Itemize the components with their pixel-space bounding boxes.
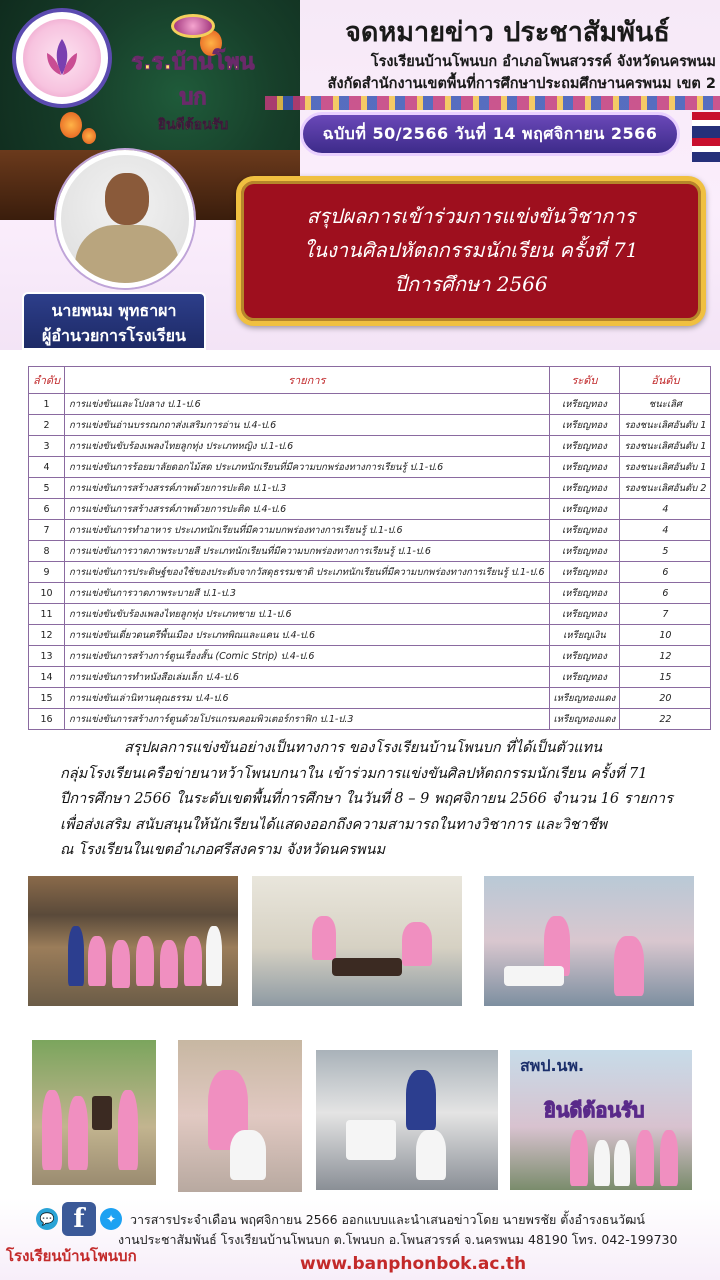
photo-teacher-student (178, 1040, 302, 1192)
cell-item: การแข่งขันเดี่ยวดนตรีพื้นเมือง ประเภทพิณและแคน ป.4-ป.6 (65, 625, 549, 646)
newsletter-title: จดหมายข่าว ประชาสัมพันธ์ (345, 17, 670, 48)
table-row (29, 667, 711, 688)
cell-no: 6 (29, 499, 65, 520)
table-row (29, 604, 711, 625)
portrait-uniform (75, 225, 179, 288)
cell-no: 14 (29, 667, 65, 688)
cell-level: เหรียญทอง (549, 604, 620, 625)
cell-rank: 6 (620, 562, 711, 583)
sign-school-name: ร.ร.บ้านโพนบก (131, 50, 255, 110)
cell-no: 7 (29, 520, 65, 541)
cell-no: 15 (29, 688, 65, 709)
photo-computer-competition (316, 1050, 498, 1190)
col-header-rank: อันดับ (620, 367, 711, 394)
cell-no: 9 (29, 562, 65, 583)
cell-rank: 5 (620, 541, 711, 562)
footer-website-link[interactable]: www.banphonbok.ac.th (300, 1254, 527, 1274)
cell-no: 4 (29, 457, 65, 478)
summary-line-4: เพื่อส่งเสริม สนับสนุนให้นักเรียนได้แสดงออกถึงความสามารถในทางวิชาการ และวิชาชีพ (60, 816, 608, 833)
portrait-face (105, 173, 149, 225)
cell-no: 5 (29, 478, 65, 499)
cell-rank: รองชนะเลิศอันดับ 1 (620, 457, 711, 478)
cell-rank: รองชนะเลิศอันดับ 2 (620, 478, 711, 499)
summary-line-2: กลุ่มโรงเรียนเครือข่ายนาหว้าโพนบกนาใน เข้าร่วมการแข่งขันศิลปหัตถกรรมนักเรียน ครั้งที่ 71 (60, 765, 648, 782)
headline-banner (236, 176, 706, 326)
lotus-icon (39, 35, 85, 81)
cell-no: 12 (29, 625, 65, 646)
chat-bubble-icon: 💬 (36, 1208, 58, 1230)
cell-item: การแข่งขันการประดิษฐ์ของใช้ของประดับจากวัสดุธรรมชาติ ประเภทนักเรียนที่มีความบกพร่องทางการเรียนรู้ ป.1-ป.6 (65, 562, 549, 583)
cell-level: เหรียญทองแดง (549, 688, 620, 709)
table-row (29, 583, 711, 604)
cell-level: เหรียญทอง (549, 520, 620, 541)
cell-rank: 15 (620, 667, 711, 688)
bird-icon: ✦ (100, 1208, 122, 1230)
lantern-icon (60, 112, 82, 138)
cell-no: 1 (29, 394, 65, 415)
cell-rank: 4 (620, 499, 711, 520)
cell-level: เหรียญทอง (549, 457, 620, 478)
cell-item: การแข่งขันการสร้างการ์ตูนเรื่องสั้น (Comic Strip) ป.4-ป.6 (65, 646, 549, 667)
cell-no: 13 (29, 646, 65, 667)
cell-level: เหรียญทอง (549, 583, 620, 604)
facebook-icon[interactable]: f (62, 1202, 96, 1236)
cell-item: การแข่งขันการทำหนังสือเล่มเล็ก ป.4-ป.6 (65, 667, 549, 688)
cell-item: การแข่งขันการสร้างสรรค์ภาพด้วยการปะติด ป.1-ป.3 (65, 478, 549, 499)
director-title: ผู้อำนวยการโรงเรียน (42, 326, 186, 345)
table-row (29, 478, 711, 499)
cell-rank: 6 (620, 583, 711, 604)
summary-line-3: ปีการศึกษา 2566 ในระดับเขตพื้นที่การศึกษา ในวันที่ 8 – 9 พฤศจิกายน 2566 จำนวน 16 รายการ (60, 791, 673, 807)
cell-level: เหรียญทอง (549, 499, 620, 520)
cell-no: 10 (29, 583, 65, 604)
cell-rank: 7 (620, 604, 711, 625)
thai-pattern-divider (265, 96, 720, 110)
photo-dance-team (28, 876, 238, 1006)
cell-item: การแข่งขันการสร้างการ์ตูนด้วยโปรแกรมคอมพิวเตอร์กราฟิก ป.1-ป.3 (65, 709, 549, 730)
cell-rank: 10 (620, 625, 711, 646)
cell-rank: 12 (620, 646, 711, 667)
cell-level: เหรียญทอง (549, 667, 620, 688)
summary-line-5: ณ โรงเรียนในเขตอำเภอศรีสงคราม จังหวัดนครพนม (60, 842, 386, 858)
welcome-sign-text: ยินดีต้อนรับ (544, 1098, 645, 1122)
cell-level: เหรียญทอง (549, 394, 620, 415)
headline-line-1: สรุปผลการเข้าร่วมการแข่งขันวิชาการ (306, 204, 636, 228)
office-sign-text: สพป.นพ. (520, 1056, 585, 1075)
footer-credit-line: วารสารประจำเดือน พฤศจิกายน 2566 ออกแบบและนำเสนอข่าวโดย นายพรชัย ตั้งอำรงธนวัฒน์ (130, 1212, 645, 1227)
issue-badge: ฉบับที่ 50/2566 วันที่ 14 พฤศจิกายน 2566 (300, 112, 680, 156)
cell-item: การแข่งขันอ่านบรรณกถาส่งเสริมการอ่าน ป.4-ป.6 (65, 415, 549, 436)
cell-level: เหรียญทองแดง (549, 709, 620, 730)
cell-rank: 20 (620, 688, 711, 709)
cell-level: เหรียญทอง (549, 415, 620, 436)
cell-rank: ชนะเลิศ (620, 394, 711, 415)
table-header-row (29, 367, 711, 394)
table-row (29, 625, 711, 646)
cell-no: 3 (29, 436, 65, 457)
cell-item: การแข่งขันและโปงลาง ป.1-ป.6 (65, 394, 549, 415)
cell-item: การแข่งขันการร้อยมาลัยดอกไม้สด ประเภทนักเรียนที่มีความบกพร่องทางการเรียนรู้ ป.1-ป.6 (65, 457, 549, 478)
photo-classroom-activity (484, 876, 694, 1006)
photo-office-welcome-sign (510, 1050, 692, 1190)
cell-level: เหรียญทอง (549, 541, 620, 562)
school-logo-emblem (23, 19, 101, 97)
results-table-container (28, 366, 707, 730)
cell-rank: 22 (620, 709, 711, 730)
footer-school-name: โรงเรียนบ้านโพนบก (6, 1247, 137, 1265)
newsletter-footer (0, 1198, 720, 1280)
headline-text (241, 199, 701, 301)
table-row (29, 520, 711, 541)
cell-rank: 4 (620, 520, 711, 541)
table-row (29, 688, 711, 709)
cell-no: 2 (29, 415, 65, 436)
cell-item: การแข่งขันขับร้องเพลงไทยลูกทุ่ง ประเภทหญิง ป.1-ป.6 (65, 436, 549, 457)
school-address-line: โรงเรียนบ้านโพนบก อำเภอโพนสวรรค์ จังหวัดนครพนม (370, 54, 716, 70)
table-row (29, 709, 711, 730)
summary-paragraph (60, 736, 700, 864)
school-logo (12, 8, 112, 108)
sign-welcome-text: ยินดีต้อนรับ (157, 117, 229, 133)
col-header-item: รายการ (65, 367, 549, 394)
school-crest-icon (171, 14, 215, 38)
results-table (28, 366, 711, 730)
table-row (29, 499, 711, 520)
director-name: นายพนม พุทธาผา (51, 301, 177, 320)
cell-item: การแข่งขันการวาดภาพระบายสี ประเภทนักเรียนที่มีความบกพร่องทางการเรียนรู้ ป.1-ป.6 (65, 541, 549, 562)
office-line: สังกัดสำนักงานเขตพื้นที่การศึกษาประถมศึกษานครพนม เขต 2 (327, 76, 716, 92)
table-row (29, 415, 711, 436)
lantern-icon (82, 128, 96, 144)
table-row (29, 394, 711, 415)
cell-item: การแข่งขันขับร้องเพลงไทยลูกทุ่ง ประเภทชาย ป.1-ป.6 (65, 604, 549, 625)
headline-line-2: ในงานศิลปหัตถกรรมนักเรียน ครั้งที่ 71 (303, 238, 639, 262)
cell-item: การแข่งขันการวาดภาพระบายสี ป.1-ป.3 (65, 583, 549, 604)
cell-rank: รองชนะเลิศอันดับ 1 (620, 415, 711, 436)
col-header-level: ระดับ (549, 367, 620, 394)
director-portrait (56, 150, 194, 288)
cell-item: การแข่งขันการทำอาหาร ประเภทนักเรียนที่มีความบกพร่องทางการเรียนรู้ ป.1-ป.6 (65, 520, 549, 541)
director-nametag (22, 292, 206, 350)
cell-level: เหรียญทอง (549, 436, 620, 457)
cell-no: 16 (29, 709, 65, 730)
col-header-no: ลำดับ (29, 367, 65, 394)
table-row (29, 541, 711, 562)
table-row (29, 646, 711, 667)
cell-no: 8 (29, 541, 65, 562)
cell-rank: รองชนะเลิศอันดับ 1 (620, 436, 711, 457)
table-row (29, 436, 711, 457)
cell-level: เหรียญทอง (549, 478, 620, 499)
footer-address-line: งานประชาสัมพันธ์ โรงเรียนบ้านโพนบก ต.โพนบก อ.โพนสวรรค์ จ.นครพนม 48190 โทร. 042-199730 (118, 1232, 678, 1247)
headline-line-3: ปีการศึกษา 2566 (394, 272, 548, 296)
thai-flag-icon (692, 112, 720, 162)
newsletter-header (0, 0, 720, 350)
cell-level: เหรียญเงิน (549, 625, 620, 646)
table-row (29, 562, 711, 583)
summary-line-1: สรุปผลการแข่งขันอย่างเป็นทางการ ของโรงเรียนบ้านโพนบก ที่ได้เป็นตัวแทน (124, 740, 603, 756)
cell-item: การแข่งขันเล่านิทานคุณธรรม ป.4-ป.6 (65, 688, 549, 709)
photo-award-display (32, 1040, 156, 1185)
table-row (29, 457, 711, 478)
school-welcome-sign (118, 14, 268, 136)
cell-level: เหรียญทอง (549, 562, 620, 583)
cell-item: การแข่งขันการสร้างสรรค์ภาพด้วยการปะติด ป.4-ป.6 (65, 499, 549, 520)
cell-no: 11 (29, 604, 65, 625)
cell-level: เหรียญทอง (549, 646, 620, 667)
photo-garland-competition (252, 876, 462, 1006)
